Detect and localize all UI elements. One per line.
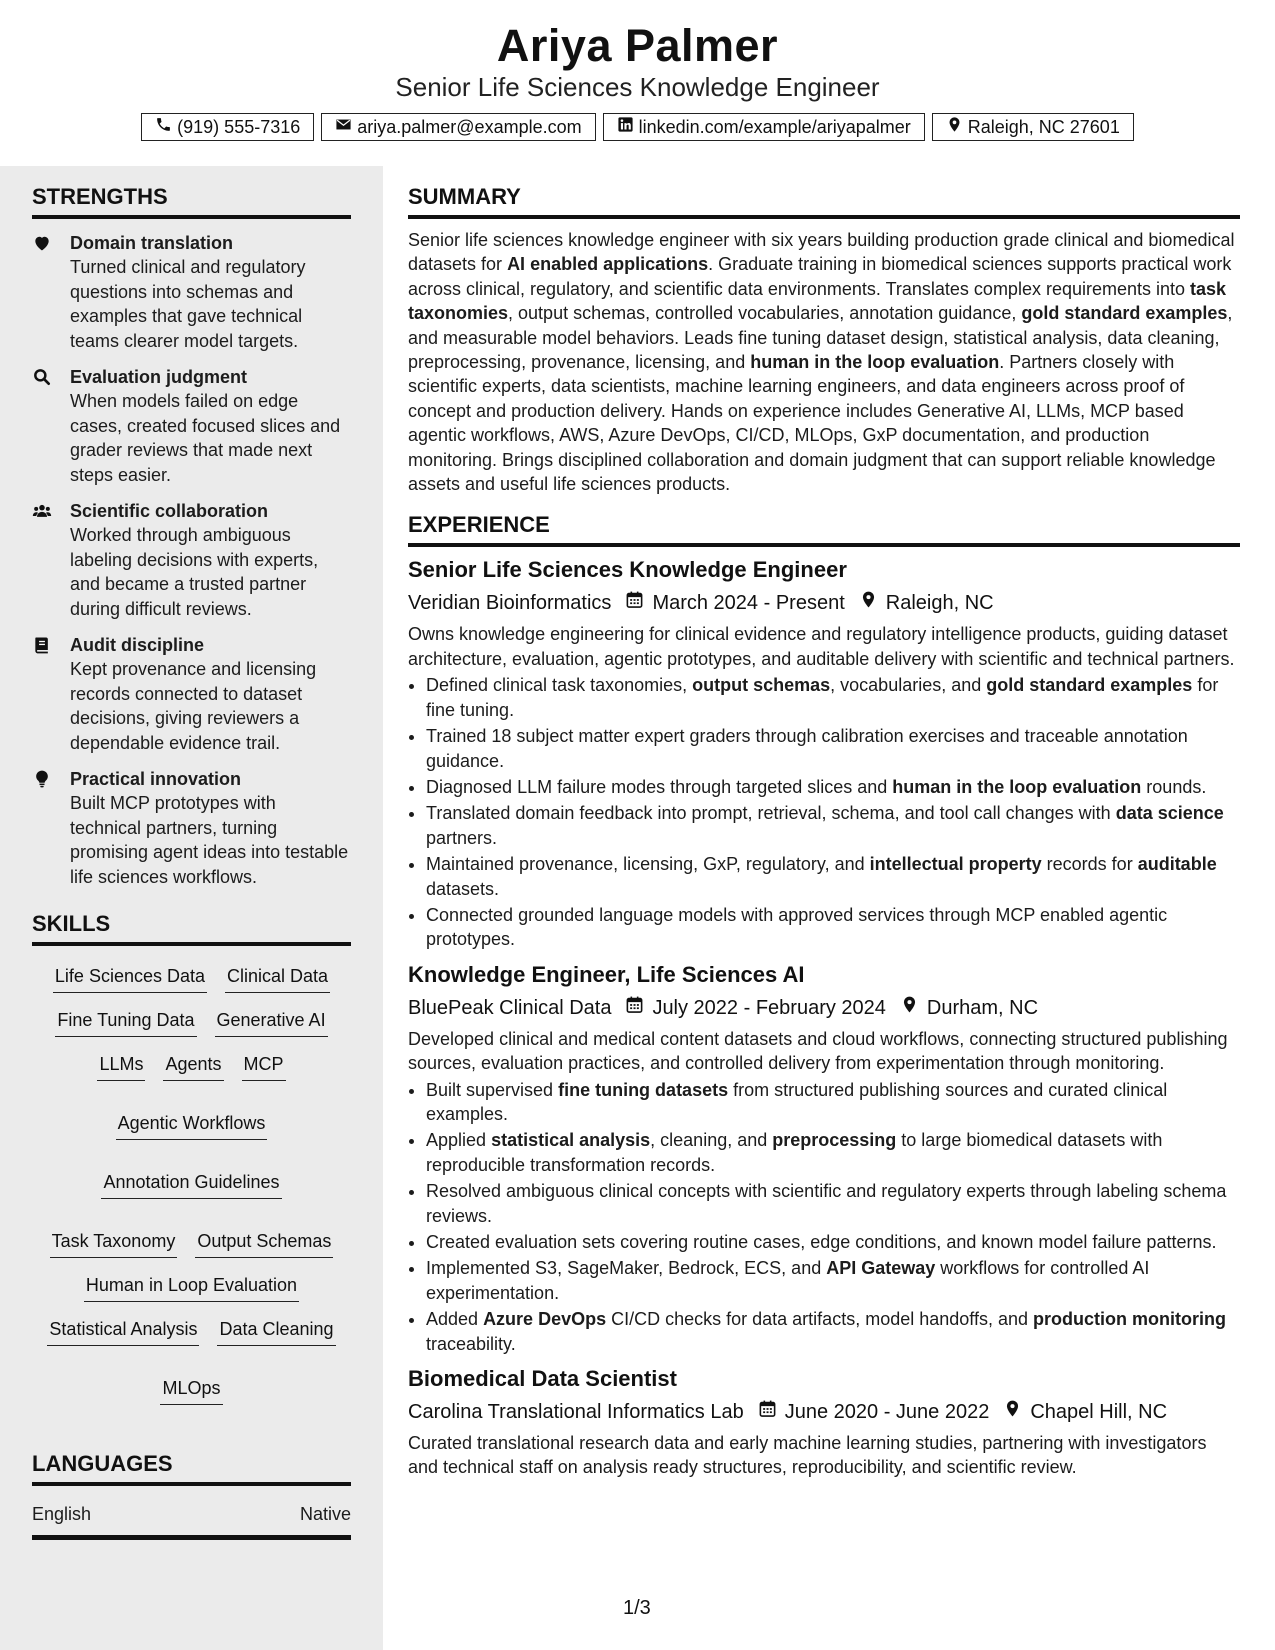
job-dates: June 2020 - June 2022 — [784, 1401, 990, 1424]
skill-tag: Life Sciences Data — [53, 964, 207, 993]
job-entry — [408, 556, 1240, 951]
candidate-name: Ariya Palmer — [496, 20, 779, 71]
strength-item — [32, 767, 351, 889]
search-icon — [32, 365, 70, 487]
summary-text: Senior life sciences knowledge engineer with six years building production grade clinical and biomedical datasets for AI enabled applications. Graduate training in biomedical sciences supports practical work across clinical, regulatory, and scientific data environments. Translates complex requirements into task taxonomies, output schemas, controlled vocabularies, annotation guidance, gold standard examples, and measurable model behaviors. Leads fine tuning dataset design, statistical analysis, data cleaning, preprocessing, provenance, licensing, and human in the loop evaluation. Partners closely with scientific experts, data scientists, machine learning engineers, and data engineers across proof of concept and production delivery. Hands on experience includes Generative AI, LLMs, MCP based agentic workflows, AWS, Azure DevOps, CI/CD, MLOps, GxP documentation, and production monitoring. Brings disciplined collaboration and domain judgment that can support reliable knowledge assets and useful life sciences products. — [408, 230, 1235, 495]
job-bullet: • Trained 18 subject matter expert graders through calibration exercises and traceable annotation guidance. — [426, 724, 1240, 773]
skill-tag: Statistical Analysis — [47, 1317, 199, 1346]
skill-tag: Data Cleaning — [217, 1317, 335, 1346]
users-icon — [32, 499, 70, 621]
job-meta — [408, 995, 1240, 1021]
job-location: Raleigh, NC — [885, 592, 994, 615]
job-description: Curated translational research data and early machine learning studies, partnering with investigators and technical staff on analysis ready structures, reproducibility, and scientific review. — [408, 1433, 1207, 1478]
contact-phone-text: (919) 555-7316 — [177, 116, 301, 137]
calendar-icon — [611, 590, 652, 616]
job-location: Chapel Hill, NC — [1030, 1401, 1168, 1424]
job-company: Veridian Bioinformatics — [408, 592, 612, 615]
job-entry — [408, 1365, 1240, 1480]
contact-location-text: Raleigh, NC 27601 — [967, 116, 1120, 137]
contact-linkedin[interactable] — [603, 113, 925, 141]
job-company: Carolina Translational Informatics Lab — [408, 1401, 744, 1424]
page-number: 1/3 — [623, 1597, 651, 1619]
strength-title: Scientific collaboration — [70, 501, 269, 521]
skill-tag: Generative AI — [215, 1008, 328, 1037]
contact-email-text: ariya.palmer@example.com — [357, 116, 582, 137]
phone-icon — [155, 116, 172, 138]
job-bullet: • Diagnosed LLM failure modes through targeted slices and human in the loop evaluation rounds. — [426, 775, 1240, 799]
job-bullets — [408, 1078, 1240, 1356]
job-entry — [408, 961, 1240, 1356]
calendar-icon — [611, 995, 652, 1021]
job-bullet: • Built supervised fine tuning datasets from structured publishing sources and curated clinical examples. — [426, 1078, 1240, 1127]
job-meta — [408, 590, 1240, 616]
strength-desc: Built MCP prototypes with technical partners, turning promising agent ideas into testable life sciences workflows. — [70, 793, 349, 887]
job-title: Knowledge Engineer, Life Sciences AI — [408, 961, 805, 987]
strength-desc: Worked through ambiguous labeling decisions with experts, and became a trusted partner during difficult reviews. — [70, 525, 319, 619]
job-bullet: • Defined clinical task taxonomies, output schemas, vocabularies, and gold standard examples for fine tuning. — [426, 673, 1240, 722]
job-title: Senior Life Sciences Knowledge Engineer — [408, 557, 847, 583]
candidate-title: Senior Life Sciences Knowledge Engineer — [395, 72, 880, 102]
map-pin-icon — [989, 1399, 1030, 1425]
job-bullet: • Translated domain feedback into prompt, retrieval, schema, and tool call changes with data science partners. — [426, 801, 1240, 850]
skills-heading: SKILLS — [32, 911, 351, 946]
linkedin-icon — [617, 116, 634, 138]
job-dates: March 2024 - Present — [652, 592, 845, 615]
job-company: BluePeak Clinical Data — [408, 996, 612, 1019]
map-pin-icon — [946, 116, 963, 138]
job-location: Durham, NC — [926, 996, 1039, 1019]
calendar-icon — [744, 1399, 785, 1425]
skill-tag: Output Schemas — [195, 1229, 333, 1258]
strength-desc: Turned clinical and regulatory questions into schemas and examples that gave technical teams clearer model targets. — [70, 257, 306, 351]
job-bullet: • Created evaluation sets covering routine cases, edge conditions, and known model failure patterns. — [426, 1230, 1240, 1254]
strengths-heading: STRENGTHS — [32, 184, 351, 219]
strength-item — [32, 633, 351, 755]
language-name: English — [32, 1504, 92, 1524]
strength-item — [32, 365, 351, 487]
skill-tag: Annotation Guidelines — [101, 1170, 281, 1199]
contact-email[interactable] — [321, 113, 595, 141]
job-bullet: • Implemented S3, SageMaker, Bedrock, ECS, and API Gateway workflows for controlled AI experimentation. — [426, 1256, 1240, 1305]
job-bullet: • Connected grounded language models with approved services through MCP enabled agentic prototypes. — [426, 903, 1240, 952]
map-pin-icon — [845, 590, 886, 616]
contact-phone[interactable] — [141, 113, 314, 141]
skill-tag: LLMs — [97, 1052, 145, 1081]
job-title: Biomedical Data Scientist — [408, 1366, 677, 1392]
skill-tag: Agentic Workflows — [116, 1111, 268, 1140]
skill-tag: Human in Loop Evaluation — [84, 1273, 299, 1302]
skills-list — [32, 964, 351, 1405]
main-content — [408, 166, 1240, 1480]
language-level: Native — [299, 1504, 351, 1524]
skill-tag: Clinical Data — [225, 964, 330, 993]
summary-heading: SUMMARY — [408, 184, 1240, 219]
contact-linkedin-text: linkedin.com/example/ariyapalmer — [638, 116, 911, 137]
strength-item — [32, 499, 351, 621]
job-bullet: • Maintained provenance, licensing, GxP, regulatory, and intellectual property records for auditable datasets. — [426, 852, 1240, 901]
language-row — [32, 1504, 351, 1540]
strength-title: Domain translation — [70, 233, 234, 253]
strength-desc: When models failed on edge cases, created focused slices and grader reviews that made next steps easier. — [70, 391, 341, 485]
strength-title: Evaluation judgment — [70, 367, 248, 387]
job-dates: July 2022 - February 2024 — [652, 996, 886, 1019]
skill-tag: Fine Tuning Data — [55, 1008, 196, 1037]
job-meta — [408, 1399, 1240, 1425]
envelope-icon — [335, 116, 352, 138]
contact-bar — [0, 113, 1275, 141]
heart-icon — [32, 231, 70, 353]
strength-title: Practical innovation — [70, 769, 242, 789]
strength-item — [32, 231, 351, 353]
job-bullet: • Resolved ambiguous clinical concepts with scientific and regulatory experts through labeling schema reviews. — [426, 1179, 1240, 1228]
skill-tag: MLOps — [160, 1376, 222, 1405]
resume-header — [0, 0, 1275, 166]
job-bullets — [408, 673, 1240, 951]
job-bullet: • Applied statistical analysis, cleaning, and preprocessing to large biomedical datasets with reproducible transformation records. — [426, 1128, 1240, 1177]
skill-tag: Task Taxonomy — [50, 1229, 178, 1258]
strength-desc: Kept provenance and licensing records connected to dataset decisions, giving reviewers a dependable evidence trail. — [70, 659, 317, 753]
skill-tag: Agents — [163, 1052, 223, 1081]
book-icon — [32, 633, 70, 755]
job-description: Owns knowledge engineering for clinical evidence and regulatory intelligence products, guiding dataset architecture, evaluation, agentic prototypes, and auditable delivery with scientific and technical partners. — [408, 624, 1235, 669]
sidebar — [0, 166, 383, 1650]
skill-tag: MCP — [242, 1052, 286, 1081]
contact-location[interactable] — [932, 113, 1134, 141]
job-bullet: • Added Azure DevOps CI/CD checks for data artifacts, model handoffs, and production monitoring traceability. — [426, 1307, 1240, 1356]
experience-heading: EXPERIENCE — [408, 512, 1240, 547]
job-description: Developed clinical and medical content datasets and cloud workflows, connecting structured publishing sources, evaluation practices, and controlled delivery from experimentation through monitoring. — [408, 1028, 1228, 1074]
map-pin-icon — [886, 995, 927, 1021]
strength-title: Audit discipline — [70, 635, 205, 655]
languages-heading: LANGUAGES — [32, 1451, 351, 1486]
lightbulb-icon — [32, 767, 70, 889]
